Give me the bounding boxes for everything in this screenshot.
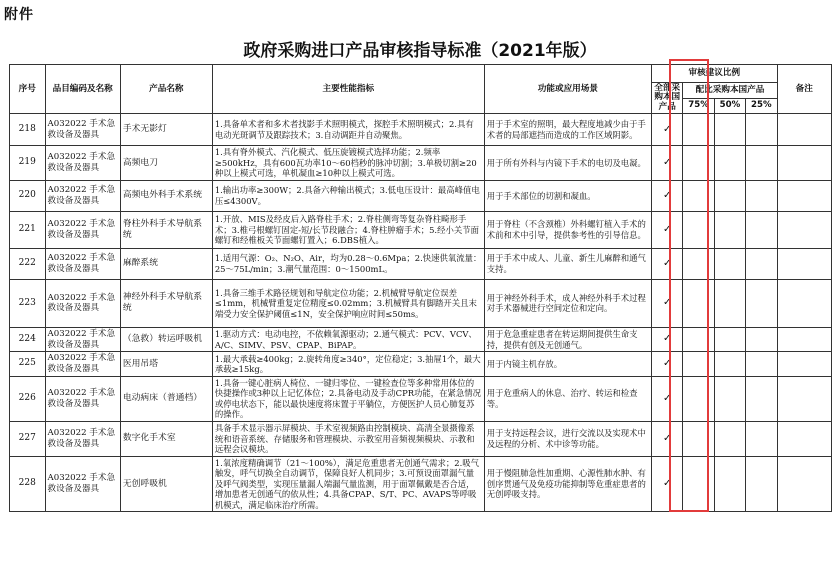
row-code-name: A032022 手术急救设备及器具 xyxy=(45,180,120,211)
row-p25 xyxy=(746,211,777,248)
row-p50 xyxy=(714,456,745,512)
header-product: 产品名称 xyxy=(120,65,212,114)
row-p25 xyxy=(746,279,777,327)
row-performance: 1.开放、MIS及经皮后入路脊柱手术；2.脊柱侧弯等复杂脊柱畸形手术；3.椎弓根螺钉固定-短/长节段融合；4.脊柱肿瘤手术；5.经小关节面螺钉和经椎板关节面螺钉置入；6.DBS植入。 xyxy=(212,211,484,248)
row-p75 xyxy=(683,352,714,376)
table-row xyxy=(10,456,832,512)
header-function: 功能或应用场景 xyxy=(484,65,651,114)
header-code-name: 品目编码及名称 xyxy=(45,65,120,114)
row-product-name: 手术无影灯 xyxy=(120,114,212,146)
row-all-import-mark: ✓ xyxy=(652,421,683,456)
row-index: 220 xyxy=(10,180,46,211)
header-p75: 75% xyxy=(683,98,714,114)
row-all-import-mark: ✓ xyxy=(652,279,683,327)
table-row xyxy=(10,376,832,421)
row-p75 xyxy=(683,279,714,327)
header-remarks: 备注 xyxy=(777,65,832,114)
row-p75 xyxy=(683,248,714,279)
table-row xyxy=(10,146,832,181)
row-remarks xyxy=(777,327,832,351)
row-code-name: A032022 手术急救设备及器具 xyxy=(45,114,120,146)
row-index: 226 xyxy=(10,376,46,421)
row-product-name: 数字化手术室 xyxy=(120,421,212,456)
header-p25: 25% xyxy=(746,98,777,114)
row-all-import-mark: ✓ xyxy=(652,146,683,181)
row-function: 用于危重病人的休息、治疗、转运和检查等。 xyxy=(484,376,651,421)
row-p50 xyxy=(714,180,745,211)
row-p25 xyxy=(746,146,777,181)
row-code-name: A032022 手术急救设备及器具 xyxy=(45,211,120,248)
row-remarks xyxy=(777,211,832,248)
row-p75 xyxy=(683,114,714,146)
row-p75 xyxy=(683,327,714,351)
attachment-label: 附件 xyxy=(4,7,34,23)
header-partial-group: 配比采购本国产品 xyxy=(683,83,777,99)
header-p50: 50% xyxy=(714,98,745,114)
row-performance: 1.具备三维手术路径规划和导航定位功能；2.机械臂导航定位误差≤1mm，机械臂重复定位精度≤0.02mm；3.机械臂具有脚踏开关且末端受力安全保护阈值≤1N，安全保护响应时间≤50ms。 xyxy=(212,279,484,327)
row-product-name: 高频电外科手术系统 xyxy=(120,180,212,211)
row-p75 xyxy=(683,421,714,456)
row-index: 225 xyxy=(10,352,46,376)
row-p25 xyxy=(746,180,777,211)
row-index: 219 xyxy=(10,146,46,181)
table-row xyxy=(10,327,832,351)
row-p25 xyxy=(746,327,777,351)
row-remarks xyxy=(777,114,832,146)
row-function: 用于危急重症患者在转运期间提供生命支持，提供有创及无创通气。 xyxy=(484,327,651,351)
row-product-name: 无创呼吸机 xyxy=(120,456,212,512)
header-performance: 主要性能指标 xyxy=(212,65,484,114)
row-performance: 1.氧浓度精确调节（21～100%），满足危重患者无创通气需求；2.吸气触发，呼气切换全自动调节，保障良好人机同步；3.可预设面罩漏气量及呼气阀类型，实现压量漏人端漏气量监测，用于面罩佩戴是否合适，增加患者无创通气的依从性；4.具备CPAP、S/T、PC、AVAPS等呼吸机模式，满足临床治疗所需。 xyxy=(212,456,484,512)
row-code-name: A032022 手术急救设备及器具 xyxy=(45,421,120,456)
row-function: 用于手术部位的切割和凝血。 xyxy=(484,180,651,211)
row-performance: 1.具备单术者和多术者找影手术照明模式，探腔手术照明模式；2.具有电动光斑调节及跟踪技术；3.自动调距并自动聚焦。 xyxy=(212,114,484,146)
row-p25 xyxy=(746,352,777,376)
row-all-import-mark: ✓ xyxy=(652,114,683,146)
row-index: 222 xyxy=(10,248,46,279)
row-remarks xyxy=(777,248,832,279)
row-index: 224 xyxy=(10,327,46,351)
table-row xyxy=(10,279,832,327)
row-all-import-mark: ✓ xyxy=(652,376,683,421)
row-p50 xyxy=(714,352,745,376)
header-index: 序号 xyxy=(10,65,46,114)
row-index: 228 xyxy=(10,456,46,512)
row-code-name: A032022 手术急救设备及器具 xyxy=(45,248,120,279)
row-performance: 1.适用气源：O₂、N₂O、Air，均为0.28～0.6Mpa；2.快速供氧流量：25～75L/min；3.潮气量范围：0～1500mL。 xyxy=(212,248,484,279)
row-p75 xyxy=(683,376,714,421)
row-p50 xyxy=(714,327,745,351)
row-all-import-mark: ✓ xyxy=(652,456,683,512)
row-product-name: 高频电刀 xyxy=(120,146,212,181)
row-product-name: 麻醉系统 xyxy=(120,248,212,279)
row-performance: 1.输出功率≥300W；2.具备六种输出模式；3.低电压设计：最高峰值电压≤4300V。 xyxy=(212,180,484,211)
row-index: 221 xyxy=(10,211,46,248)
row-p75 xyxy=(683,211,714,248)
header-ratio-group: 审核建议比例 xyxy=(652,65,777,83)
row-p25 xyxy=(746,114,777,146)
row-all-import-mark: ✓ xyxy=(652,180,683,211)
row-function: 用于内镜主机存放。 xyxy=(484,352,651,376)
row-p50 xyxy=(714,376,745,421)
row-p25 xyxy=(746,456,777,512)
row-performance: 1.驱动方式：电动电控，不依赖氧源驱动；2.通气模式：PCV、VCV、A/C、SIMV、PSV、CPAP、BiPAP。 xyxy=(212,327,484,351)
table-row xyxy=(10,421,832,456)
row-code-name: A032022 手术急救设备及器具 xyxy=(45,146,120,181)
row-all-import-mark: ✓ xyxy=(652,352,683,376)
row-remarks xyxy=(777,279,832,327)
row-remarks xyxy=(777,180,832,211)
table-row xyxy=(10,352,832,376)
row-p25 xyxy=(746,248,777,279)
row-function: 用于脊柱（不含颈椎）外科螺钉植入手术的术前和术中引导，提供参考性的引导信息。 xyxy=(484,211,651,248)
row-remarks xyxy=(777,352,832,376)
row-all-import-mark: ✓ xyxy=(652,248,683,279)
row-product-name: 医用吊塔 xyxy=(120,352,212,376)
row-performance: 1.具备一键心脏病人椅位、一键归零位、一键检查位等多种常用体位的快捷操作或3种以上记忆体位；2.具备电动及手动CPR功能，在紧急情况或停电状态下，能以最快速度将床置于平躺位，方便医护人员心肺复苏的操作。 xyxy=(212,376,484,421)
row-p50 xyxy=(714,211,745,248)
row-remarks xyxy=(777,421,832,456)
row-remarks xyxy=(777,456,832,512)
row-p50 xyxy=(714,248,745,279)
table-row xyxy=(10,180,832,211)
row-index: 227 xyxy=(10,421,46,456)
row-index: 223 xyxy=(10,279,46,327)
row-product-name: 神经外科手术导航系统 xyxy=(120,279,212,327)
row-code-name: A032022 手术急救设备及器具 xyxy=(45,376,120,421)
row-performance: 具备手术显示器示屏模块、手术室视频路由控制模块、高清全景摄像系统和语音系统、存储服务和管理模块、示教室用音频视频模块、示教和远程会议模块。 xyxy=(212,421,484,456)
table-row xyxy=(10,114,832,146)
row-function: 用于慢阻肺急性加重期、心源性肺水肿、有创序贯通气及免疫功能抑制等危重症患者的无创呼吸支持。 xyxy=(484,456,651,512)
standards-table xyxy=(9,64,832,512)
row-p75 xyxy=(683,180,714,211)
row-code-name: A032022 手术急救设备及器具 xyxy=(45,327,120,351)
row-p25 xyxy=(746,421,777,456)
row-function: 用于支持远程会议，进行交流以及实现术中及远程的分析、术中诊等功能。 xyxy=(484,421,651,456)
header-all-import: 全部采购本国产品 xyxy=(652,83,683,114)
row-index: 218 xyxy=(10,114,46,146)
row-code-name: A032022 手术急救设备及器具 xyxy=(45,279,120,327)
row-p50 xyxy=(714,279,745,327)
row-code-name: A032022 手术急救设备及器具 xyxy=(45,352,120,376)
row-p75 xyxy=(683,456,714,512)
row-product-name: 电动病床（普通档） xyxy=(120,376,212,421)
row-code-name: A032022 手术急救设备及器具 xyxy=(45,456,120,512)
row-product-name: 脊柱外科手术导航系统 xyxy=(120,211,212,248)
row-p50 xyxy=(714,421,745,456)
table-row xyxy=(10,211,832,248)
row-p75 xyxy=(683,146,714,181)
row-product-name: （急救）转运呼吸机 xyxy=(120,327,212,351)
document-title: 政府采购进口产品审核指导标准（2021年版） xyxy=(243,41,597,61)
row-function: 用于手术室的照明，最大程度地减少由于手术者的局部遮挡而造成的工作区域阴影。 xyxy=(484,114,651,146)
row-performance: 1.最大承载≥400kg；2.旋转角度≥340°，定位稳定；3.抽屉1个，最大承载≥15kg。 xyxy=(212,352,484,376)
row-remarks xyxy=(777,376,832,421)
row-function: 用于所有外科与内镜下手术的电切及电凝。 xyxy=(484,146,651,181)
row-p50 xyxy=(714,146,745,181)
row-remarks xyxy=(777,146,832,181)
row-p50 xyxy=(714,114,745,146)
table-row xyxy=(10,248,832,279)
row-function: 用于神经外科手术，成人神经外科手术过程对手术器械进行空间定位和定向。 xyxy=(484,279,651,327)
row-p25 xyxy=(746,376,777,421)
row-function: 用于手术中成人、儿童、新生儿麻醉和通气支持。 xyxy=(484,248,651,279)
row-all-import-mark: ✓ xyxy=(652,327,683,351)
row-performance: 1.具有脊外模式、汽化模式、低压旋镀模式选择功能；2.频率≥500kHz，具有600瓦功率10～60档秒的脉冲切割；3.单极切割≥20种以上模式可选，单机凝血≥10种以上模式可选。 xyxy=(212,146,484,181)
row-all-import-mark: ✓ xyxy=(652,211,683,248)
